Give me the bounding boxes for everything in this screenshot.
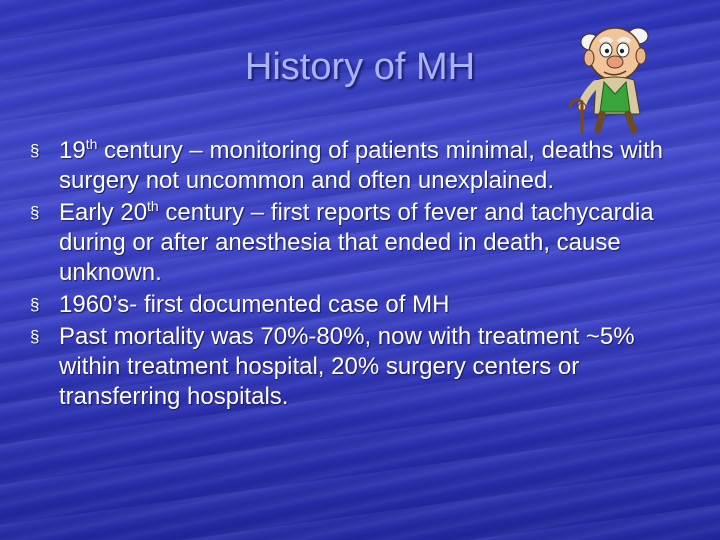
bullet-text-pre: 1960’s- first documented case of MH <box>59 291 450 318</box>
bullet-marker: § <box>30 141 40 160</box>
bullet-item <box>30 290 680 320</box>
slide-title: History of MH <box>244 46 476 88</box>
bullet-item <box>30 136 680 196</box>
bullet-text-sup: th <box>147 198 159 214</box>
bullet-marker: § <box>30 327 40 346</box>
bullet-item <box>30 198 680 288</box>
bullet-marker: § <box>30 295 40 314</box>
bullet-text-pre: Past mortality was 70%-80%, now with treatment ~5% within treatment hospital, 20% surgery centers or transferring hospitals. <box>59 323 635 410</box>
bullet-text-sup: th <box>85 136 98 152</box>
old-man-with-cane-icon <box>560 14 676 134</box>
bullet-text-pre: 19 <box>59 137 86 164</box>
bullet-list <box>30 136 680 414</box>
bullet-item <box>30 322 680 412</box>
bullet-text-pre: Early 20 <box>59 199 148 226</box>
bullet-text-post: century – first reports of fever and tachycardia during or after anesthesia that ended in death, cause unknown. <box>59 199 654 286</box>
bullet-text-post: century – monitoring of patients minimal, deaths with surgery not uncommon and often unexplained. <box>59 137 663 194</box>
bullet-marker: § <box>30 203 40 222</box>
